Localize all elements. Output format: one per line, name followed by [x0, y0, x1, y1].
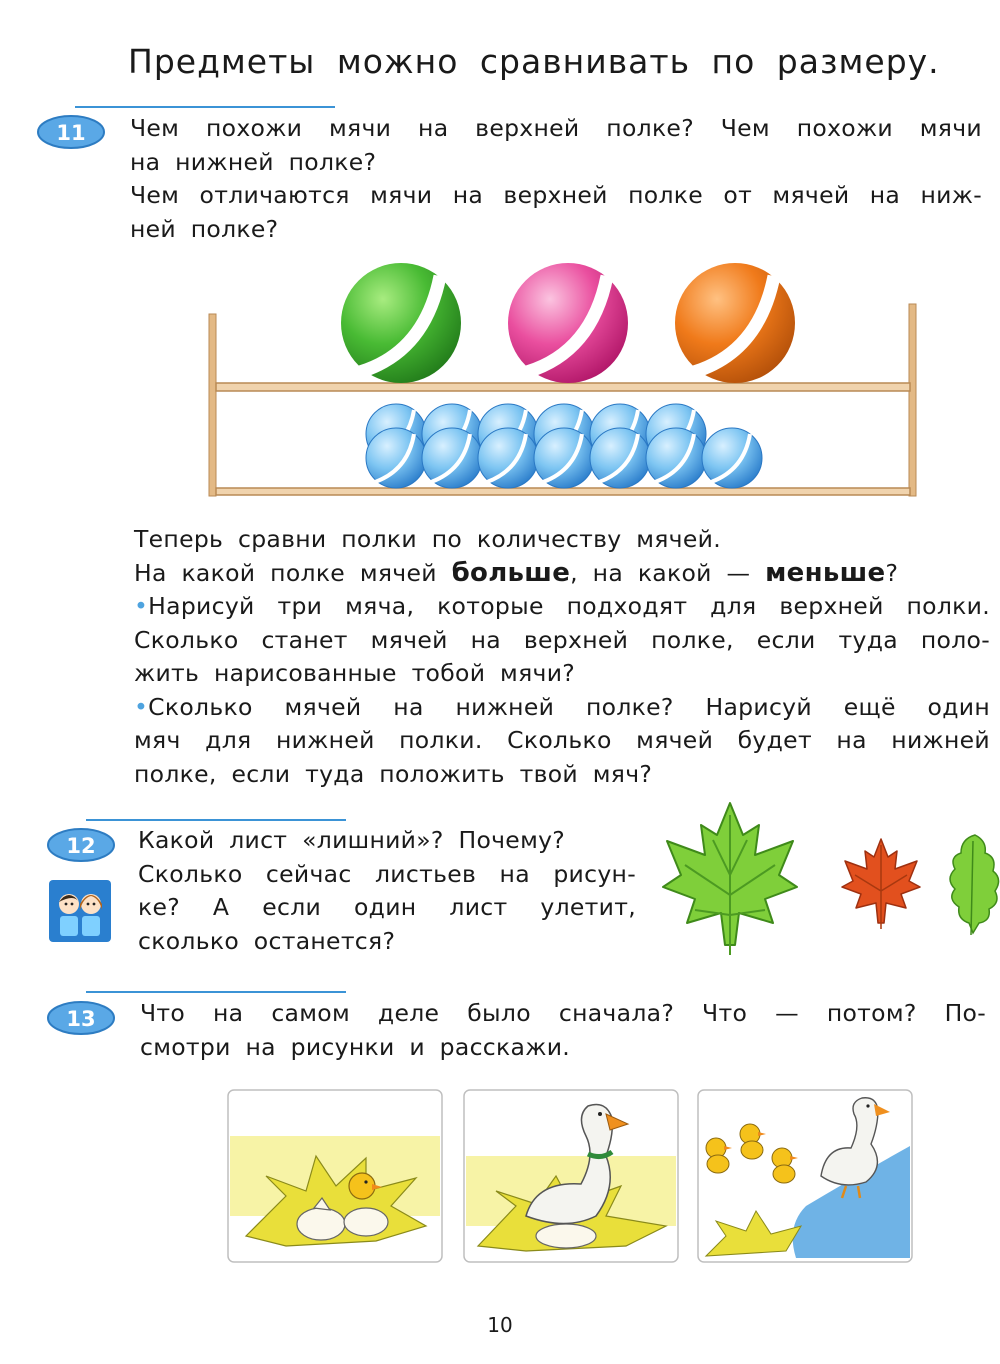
small-ball-8: [422, 428, 482, 488]
task-13-line-2: смотри на рисунки и расскажи.: [140, 1032, 571, 1061]
followup-line-2-e: ?: [885, 558, 899, 587]
small-ball-13: [702, 428, 762, 488]
pair-work-icon: [49, 880, 111, 942]
task-11-number: 11: [56, 121, 86, 145]
small-maple-leaf: [842, 839, 920, 929]
bullet-1-line-1: [134, 590, 990, 624]
task-11-question: [130, 112, 982, 246]
big-ball-green: [341, 263, 461, 383]
task-12-badge: [46, 827, 116, 863]
followup-line-2-a: На какой полке мячей: [134, 558, 452, 587]
word-bolshe: больше: [451, 557, 571, 588]
ball-shelf-illustration: [200, 262, 930, 502]
small-ball-9: [478, 428, 538, 488]
big-ball-orange: [675, 263, 795, 383]
task-12-line-2: Сколько сейчас листьев на рисун-: [138, 859, 636, 888]
task-11-line-4: ней полке?: [130, 214, 279, 243]
story-panel-hatching: [228, 1090, 442, 1262]
small-ball-11: [590, 428, 650, 488]
task-12-line-1: Какой лист «лишний»? Почему?: [138, 826, 566, 854]
bullet-2-line-2: мяч для нижней полки. Сколько мячей будет на нижней: [134, 726, 990, 754]
followup-line-1: Теперь сравни полки по количеству мячей.: [134, 525, 721, 553]
bullet-2-line-1: [134, 691, 990, 725]
task-12-line-4: сколько останется?: [138, 926, 396, 955]
task-13-question: [140, 997, 986, 1064]
bullet-dot: •: [134, 592, 149, 620]
big-ball-pink: [508, 263, 628, 383]
task-12-question: [138, 824, 636, 958]
small-ball-7: [366, 428, 426, 488]
followup-line-2: [134, 557, 990, 591]
task-11-line-3: Чем отличаются мячи на верхней полке от мячей на ниж-: [130, 181, 982, 209]
page-heading: Предметы можно сравнивать по размеру.: [128, 42, 940, 81]
bullet-1-line-3: жить нарисованные тобой мячи?: [134, 659, 576, 687]
task-12-rule: [86, 819, 346, 821]
task-11-line-2: на нижней полке?: [130, 147, 377, 176]
bullet-2-line-3: полке, если туда положить твой мяч?: [134, 759, 653, 788]
story-pictures: [226, 1086, 916, 1266]
task-13-badge: [46, 1000, 116, 1036]
task-13-number: 13: [66, 1007, 96, 1031]
bullet-dot: •: [134, 692, 149, 721]
followup-line-2-c: , на какой —: [570, 558, 766, 587]
bullet-2-text-1: Сколько мячей на нижней полке? Нарисуй ещё один: [148, 692, 990, 721]
story-panel-goose-on-nest: [464, 1090, 678, 1262]
story-panel-goose-with-goslings: [698, 1090, 912, 1262]
oak-leaf: [950, 835, 999, 935]
task-13-rule: [86, 991, 346, 993]
task-11-badge: [36, 114, 106, 150]
task-13-line-1: Что на самом деле было сначала? Что — потом? По-: [140, 999, 986, 1027]
task-11-rule: [75, 106, 335, 108]
bullet-1-line-2: Сколько станет мячей на верхней полке, если туда поло-: [134, 625, 990, 654]
big-maple-leaf: [663, 803, 797, 955]
leaves-illustration: [655, 795, 1000, 965]
task-11-line-1: Чем похожи мячи на верхней полке? Чем похожи мячи: [130, 114, 982, 142]
task-12-line-3: ке? А если один лист улетит,: [138, 893, 636, 921]
small-ball-10: [534, 428, 594, 488]
word-menshe: меньше: [765, 557, 886, 588]
task-11-followup: [134, 523, 990, 791]
bullet-1-text-1: Нарисуй три мяча, которые подходят для верхней полки.: [148, 592, 990, 620]
small-ball-12: [646, 428, 706, 488]
task-12-number: 12: [66, 834, 96, 858]
page-number: 10: [487, 1313, 513, 1337]
